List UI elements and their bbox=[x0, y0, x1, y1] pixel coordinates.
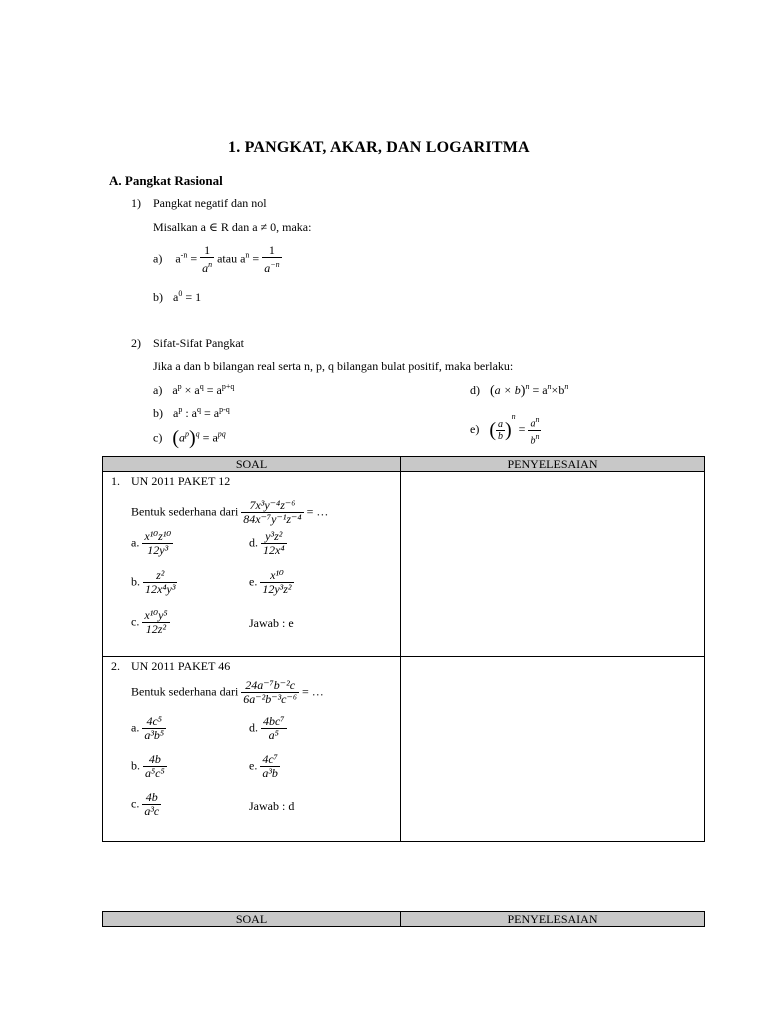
q2-main-fraction: $\frac{\text{24a⁻⁷b⁻²c}}{\text{6a⁻²b⁻³c⁻⁶}}$ bbox=[243, 678, 297, 706]
q1-option-e[interactable]: e. $\frac{\text{x¹⁰}}{\text{12y³z²}}$ bbox=[249, 568, 292, 596]
q1-prompt: Bentuk sederhana dari $\frac{\text{7x³y⁻⁴z⁻⁶}}{\text{84x⁻⁷y⁻¹z⁻⁴}}$ = … bbox=[131, 498, 329, 526]
q2-option-d[interactable]: d. $\frac{\text{4bc⁷}}{\text{a⁵}}$ bbox=[249, 714, 285, 742]
sub1-title: Pangkat negatif dan nol bbox=[153, 196, 267, 210]
section-a-heading: A. Pangkat Rasional bbox=[109, 173, 223, 188]
soal-table-1 bbox=[102, 456, 705, 842]
q2-source: UN 2011 PAKET 46 bbox=[131, 659, 231, 673]
question-1-cell bbox=[103, 472, 400, 656]
header-soal: SOAL bbox=[103, 457, 401, 472]
q2-solution-cell bbox=[401, 657, 705, 842]
fraction-1-over-a-minus-n: $\frac{1}{a^{-n}}$ bbox=[264, 243, 280, 275]
q1-option-a[interactable]: a. $\frac{\text{x¹⁰z¹⁰}}{\text{12y³}}$ bbox=[131, 529, 172, 557]
soal-table-2 bbox=[102, 911, 705, 927]
q1-option-b[interactable]: b. $\frac{\text{z²}}{\text{12x⁴y³}}$ bbox=[131, 568, 176, 596]
sub2-title: Sifat-Sifat Pangkat bbox=[153, 336, 244, 350]
question-row-1 bbox=[103, 472, 705, 657]
page-title: 1. PANGKAT, AKAR, DAN LOGARITMA bbox=[228, 139, 530, 156]
sub1-intro: Misalkan a ∈ R dan a ≠ 0, maka: bbox=[153, 220, 312, 234]
q2-option-e[interactable]: e. $\frac{\text{4c⁷}}{\text{a³b}}$ bbox=[249, 752, 278, 780]
q1-option-c[interactable]: c. $\frac{\text{x¹⁰y⁵}}{\text{12z²}}$ bbox=[131, 608, 168, 636]
rule-a-label: a) bbox=[153, 251, 163, 266]
sub2-rule-d: d) $(a \times b)^n = a^n\times b^n$ bbox=[470, 382, 569, 399]
sub2-rule-c: c) $(a^p)^q = a^{pq}$ bbox=[153, 427, 226, 449]
fraction-1-over-a-n: $\frac{1}{a^n}$ bbox=[202, 243, 213, 275]
question-row-2 bbox=[103, 657, 705, 842]
header-penyelesaian: PENYELESAIAN bbox=[401, 457, 705, 472]
q1-main-fraction: $\frac{\text{7x³y⁻⁴z⁻⁶}}{\text{84x⁻⁷y⁻¹z⁻⁴}}$ bbox=[243, 498, 302, 526]
sub2-rule-e: e) ( $\frac{a}{b}$ )$^n$ = $\frac{a^n}{b^n}$ bbox=[470, 412, 540, 447]
table-header-row bbox=[103, 912, 705, 927]
sub1-rule-a: a) $a^{-n}$ = $\frac{1}{a^n}$ atau $a^n$ = $\frac{1}{a^{-n}}$ bbox=[153, 243, 280, 275]
question-2-cell bbox=[103, 657, 400, 841]
sub1-rule-b: b) $a^0 = 1$ bbox=[153, 289, 202, 304]
sub1-number: 1) bbox=[131, 196, 141, 210]
q2-prompt: Bentuk sederhana dari $\frac{\text{24a⁻⁷b⁻²c}}{\text{6a⁻²b⁻³c⁻⁶}}$ = … bbox=[131, 678, 324, 706]
q2-option-c[interactable]: c. $\frac{4b}{\text{a³c}}$ bbox=[131, 790, 160, 818]
sub2-rule-b: b) $a^p$ : $a^q = a^{p-q}$ bbox=[153, 405, 230, 420]
q2-option-b[interactable]: b. $\frac{4b}{\text{a⁵c⁵}}$ bbox=[131, 752, 165, 780]
sub2-number: 2) bbox=[131, 336, 141, 350]
q1-solution-cell bbox=[401, 472, 705, 657]
q1-option-d[interactable]: d. $\frac{\text{y³z²}}{\text{12x⁴}}$ bbox=[249, 529, 285, 557]
q1-number: 1. bbox=[111, 474, 120, 488]
q1-answer: Jawab : e bbox=[249, 616, 294, 630]
sub2-intro: Jika a dan b bilangan real serta n, p, q bilangan bulat positif, maka berlaku: bbox=[153, 359, 514, 373]
header-soal: SOAL bbox=[103, 912, 401, 927]
q2-answer: Jawab : d bbox=[249, 799, 295, 813]
q1-source: UN 2011 PAKET 12 bbox=[131, 474, 231, 488]
q2-number: 2. bbox=[111, 659, 120, 673]
sub2-rule-a: a) $a^p \times a^q = a^{p+q}$ bbox=[153, 382, 235, 397]
header-penyelesaian: PENYELESAIAN bbox=[401, 912, 705, 927]
q2-option-a[interactable]: a. $\frac{\text{4c⁵}}{\text{a³b⁵}}$ bbox=[131, 714, 165, 742]
table-header-row bbox=[103, 457, 705, 472]
